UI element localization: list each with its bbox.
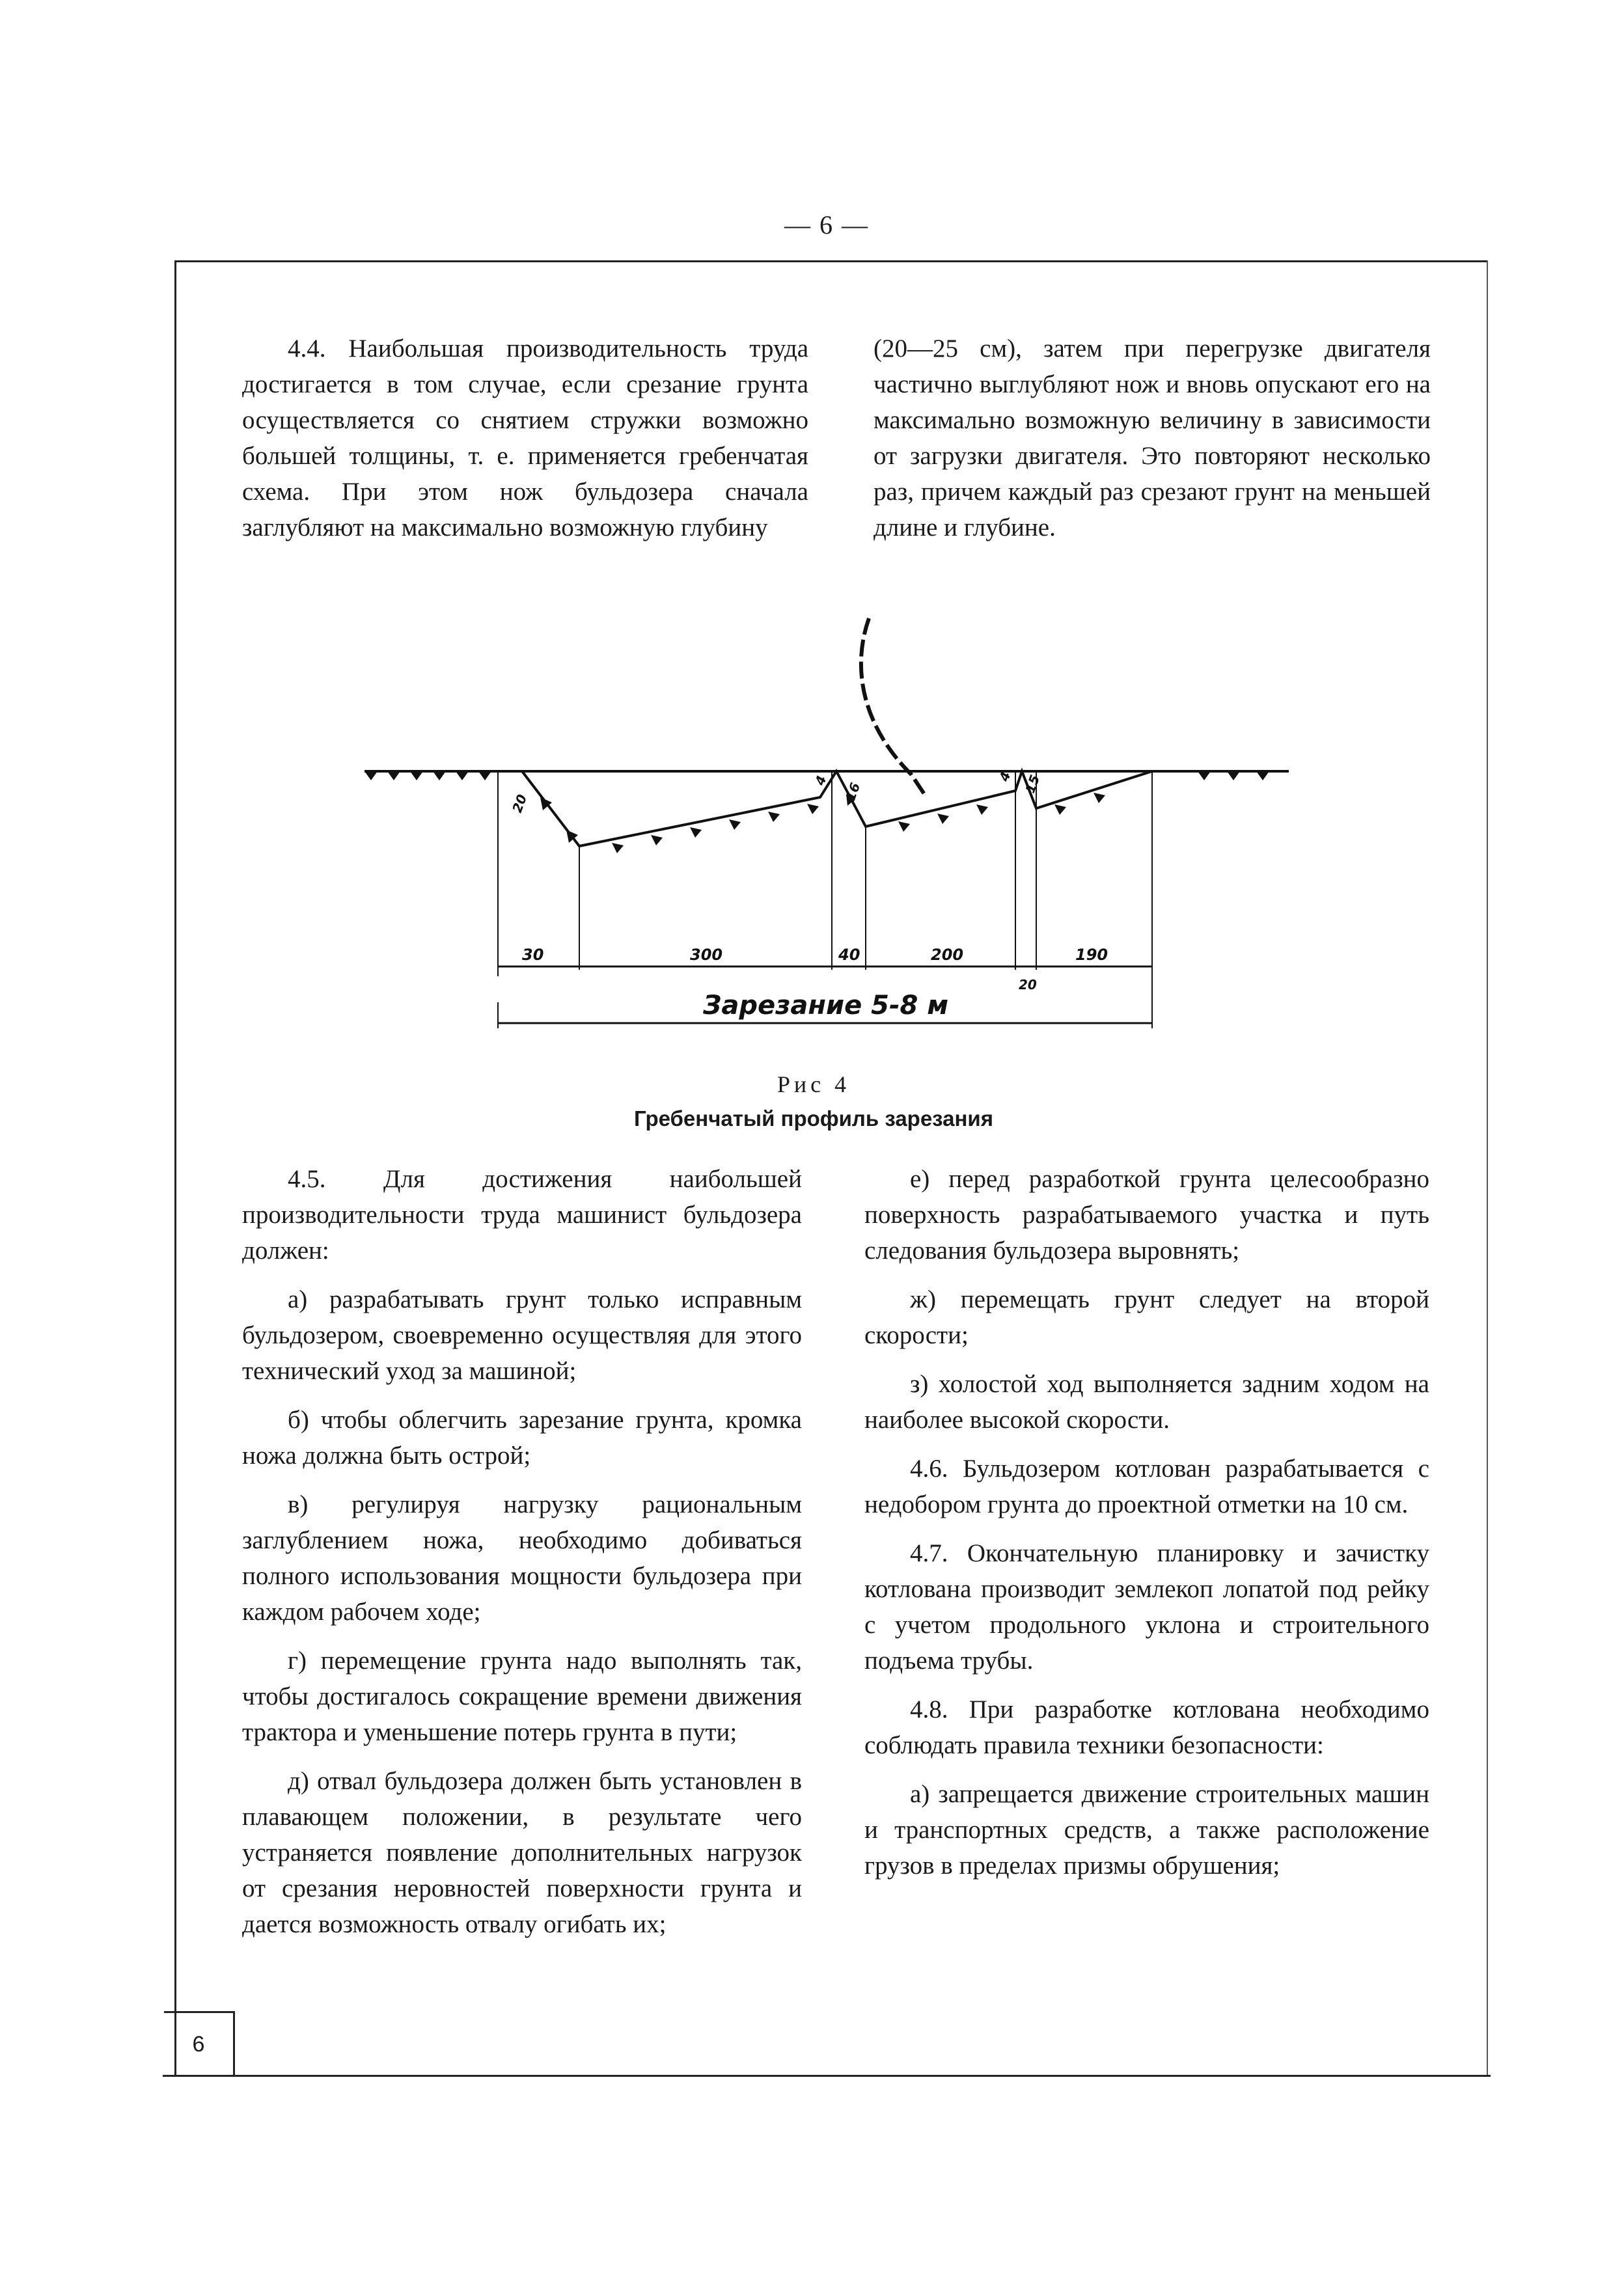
frame-left-border xyxy=(174,260,176,2076)
list-item: а) разрабатывать грунт только исправным бульдозером, своевременно осуществляя для этого технический уход за машиной; xyxy=(242,1285,802,1385)
paragraph-4-5: 4.5. Для достижения наибольшей производительности труда машинист бульдозера должен: xyxy=(242,1165,802,1265)
dimension-label: 300 xyxy=(690,946,723,964)
frame-bottom-border xyxy=(163,2075,1491,2077)
text-column-top-right xyxy=(874,331,1431,558)
paragraph-4-7: 4.7. Окончательную планировку и зачистку котлована производит землекоп лопатой под рейку с учетом продольного уклона и строительного подъема трубы. xyxy=(864,1539,1429,1675)
paragraph-4-4-continued: (20—25 см), затем при перегрузке двигателя частично выглубляют нож и вновь опускают его на максимально возможную величину в зависимости от загрузки двигателя. Это повторяют несколько раз, причем каждый раз срезают грунт на меньшей длине и глубине. xyxy=(874,335,1431,541)
dimension-label: 40 xyxy=(838,946,860,964)
blade-arc xyxy=(861,618,924,794)
text-column-bottom-left xyxy=(242,1161,802,1955)
figure-title: Гребенчатый профиль зарезания xyxy=(634,1106,993,1131)
paragraph-4-6: 4.6. Бульдозером котлован разрабатывается с недобором грунта до проектной отметки на 10 см. xyxy=(864,1455,1429,1518)
list-item: г) перемещение грунта надо выполнять так, чтобы достигалось сокращение времени движения трактора и уменьшение потерь грунта в пути; xyxy=(242,1647,802,1746)
list-item: в) регулируя нагрузку рациональным заглублением ножа, необходимо добиваться полного использования мощности бульдозера при каждом рабочем ходе; xyxy=(242,1490,802,1626)
frame-top-border xyxy=(174,260,1488,262)
depth-label: 20 xyxy=(509,792,530,815)
depth-label: 4 xyxy=(996,769,1014,784)
text-column-bottom-right xyxy=(864,1161,1429,1897)
span-label: Зарезание 5-8 м xyxy=(703,991,949,1021)
list-item: е) перед разработкой грунта целесообразно поверхность разрабатываемого участка и путь следования бульдозера выровнять; xyxy=(864,1165,1429,1265)
page-number: — 6 — xyxy=(784,210,869,240)
depth-label: 4 xyxy=(812,773,830,788)
list-item: д) отвал бульдозера должен быть установлен в плавающем положении, в результате чего устраняется появление дополнительных нагрузок от срезания неровностей поверхности грунта и дается возможность отвалу огибать их; xyxy=(242,1767,802,1938)
paragraph-4-8: 4.8. При разработке котлована необходимо соблюдать правила техники безопасности: xyxy=(864,1695,1429,1759)
list-item: а) запрещается движение строительных машин и транспортных средств, а также расположение грузов в пределах призмы обрушения; xyxy=(864,1780,1429,1880)
figure-label: Рис 4 xyxy=(777,1071,851,1097)
page-stamp-box xyxy=(164,2011,235,2076)
dimension-label: 30 xyxy=(522,946,544,964)
projection-lines xyxy=(498,771,1152,1028)
stamp-number: 6 xyxy=(192,2031,205,2057)
list-item: б) чтобы облегчить зарезание грунта, кромка ножа должна быть острой; xyxy=(242,1406,802,1470)
text-column-top-left xyxy=(242,331,808,558)
comb-profile-figure xyxy=(351,599,1302,1048)
dimension-label: 190 xyxy=(1075,946,1108,964)
list-item: з) холостой ход выполняется задним ходом на наиболее высокой скорости. xyxy=(864,1370,1429,1434)
depth-label: 15 xyxy=(1022,773,1043,795)
dimension-label: 200 xyxy=(931,946,964,964)
list-item: ж) перемещать грунт следует на второй скорости; xyxy=(864,1285,1429,1349)
dimension-label: 20 xyxy=(1019,977,1037,993)
profile-hatching xyxy=(540,793,1105,853)
paragraph-4-4: 4.4. Наибольшая производительность труда достигается в том случае, если срезание грунта осуществляется со снятием стружки возможно большей толщины, т. е. применяется гребенчатая схема. При этом нож бульдозера сначала заглубляют на максимально возможную глубину xyxy=(242,335,808,541)
frame-right-border xyxy=(1487,260,1488,2076)
depth-label: 16 xyxy=(842,780,864,803)
